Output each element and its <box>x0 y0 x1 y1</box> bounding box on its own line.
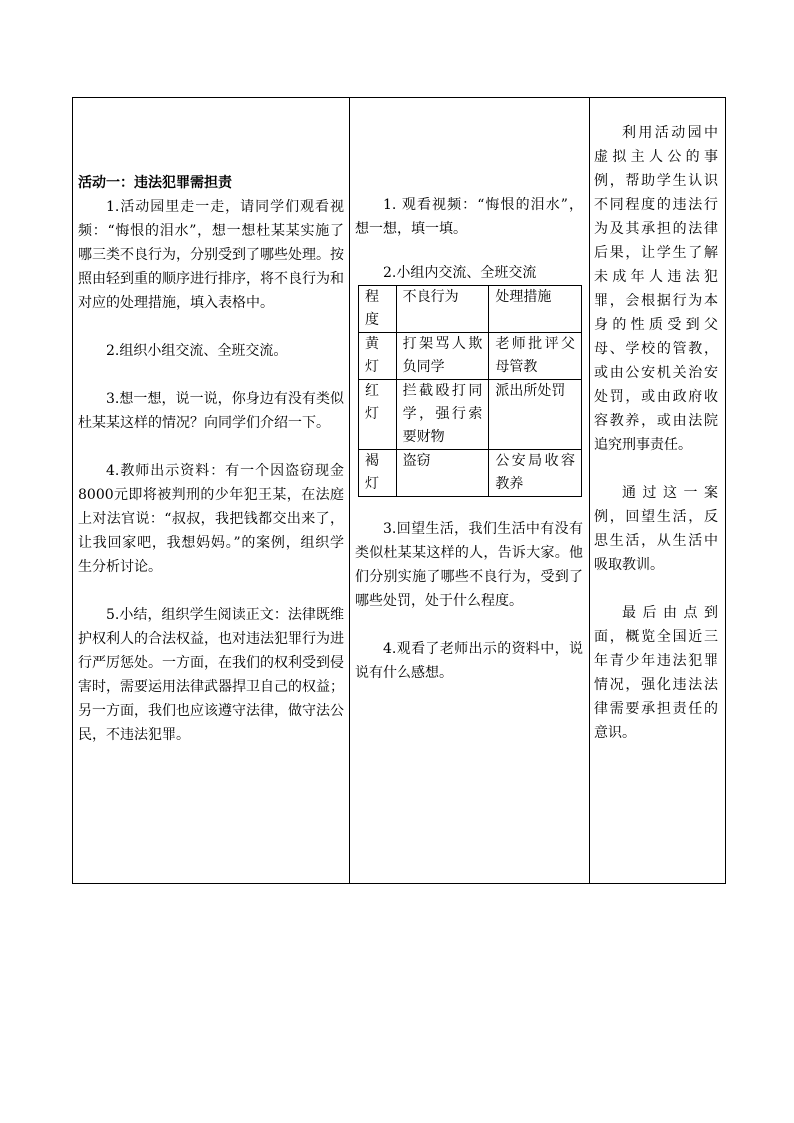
table-cell: 褐灯 <box>359 450 397 497</box>
student-step-3: 3.回望生活，我们生活中有没有类似杜某某这样的人，告诉大家。他们分别实施了哪些不良行为，受到了哪些处罚，处于什么程度。 <box>355 521 583 609</box>
column-divider <box>589 98 590 883</box>
table-row <box>359 380 582 450</box>
activity-heading: 活动一：违法犯罪需担责 <box>78 175 232 191</box>
table-cell: 打架骂人欺负同学 <box>396 333 489 380</box>
header-cell: 处理措施 <box>489 286 582 333</box>
table-cell: 盗窃 <box>396 450 489 497</box>
table-cell: 公安局收容教养 <box>489 450 582 497</box>
behavior-table <box>358 285 582 497</box>
header-cell: 不良行为 <box>396 286 489 333</box>
lesson-table <box>72 97 726 884</box>
table-cell: 黄灯 <box>359 333 397 380</box>
design-intent-column <box>594 98 718 745</box>
activity-step-3: 3.想一想，说一说，你身边有没有类似杜某某这样的情况？向同学们介绍一下。 <box>78 391 344 431</box>
activity-step-5: 5.小结，组织学生阅读正文：法律既维护权利人的合法权益，也对违法犯罪行为进行严厉惩处。一方面，在我们的权利受到侵害时，需要运用法律武器捍卫自己的权益；另一方面，我们也应该遵守法律，做守法公民，不违法犯罪。 <box>78 607 344 743</box>
activity-step-2: 2.组织小组交流、全班交流。 <box>106 343 288 359</box>
table-row <box>359 333 582 380</box>
student-step-1: 1. 观看视频：“悔恨的泪水”，想一想，填一填。 <box>355 197 583 237</box>
activity-step-4: 4.教师出示资料：有一个因盗窃现金8000元即将被判刑的少年犯王某，在法庭上对法官说：“叔叔，我把钱都交出来了，让我回家吧，我想妈妈。”的案例，组织学生分析讨论。 <box>78 463 344 575</box>
table-cell: 派出所处罚 <box>489 380 582 450</box>
table-row <box>359 450 582 497</box>
student-activity-column <box>355 98 583 685</box>
student-step-4: 4.观看了老师出示的资料中，说说有什么感想。 <box>355 641 583 681</box>
intent-paragraph-3: 最后由点到面，概览全国近三年青少年违法犯罪情况，强化违法法律需要承担责任的意识。 <box>594 605 718 741</box>
activity-step-1: 1.活动园里走一走，请同学们观看视频：“悔恨的泪水”，想一想杜某某实施了哪三类不良行为，分别受到了哪些处理。按照由轻到重的顺序进行排序，将不良行为和对应的处理措施，填入表格中。 <box>78 199 344 311</box>
table-cell: 老师批评父母管教 <box>489 333 582 380</box>
student-step-2: 2.小组内交流、全班交流 <box>383 265 537 281</box>
table-cell: 红灯 <box>359 380 397 450</box>
intent-paragraph-2: 通过这一案例，回望生活，反思生活，从生活中吸取教训。 <box>594 485 718 573</box>
header-cell: 程度 <box>359 286 397 333</box>
teacher-activity-column <box>78 98 344 747</box>
column-divider <box>349 98 350 883</box>
table-header-row <box>359 286 582 333</box>
table-cell: 拦截殴打同学，强行索要财物 <box>396 380 489 450</box>
intent-paragraph-1: 利用活动园中虚拟主人公的事例，帮助学生认识不同程度的违法行为及其承担的法律后果，让学生了解未成年人违法犯罪，会根据行为本身的性质受到父母、学校的管教，或由公安机关治安处罚，或由政府收容教养，或由法院追究刑事责任。 <box>594 125 718 453</box>
